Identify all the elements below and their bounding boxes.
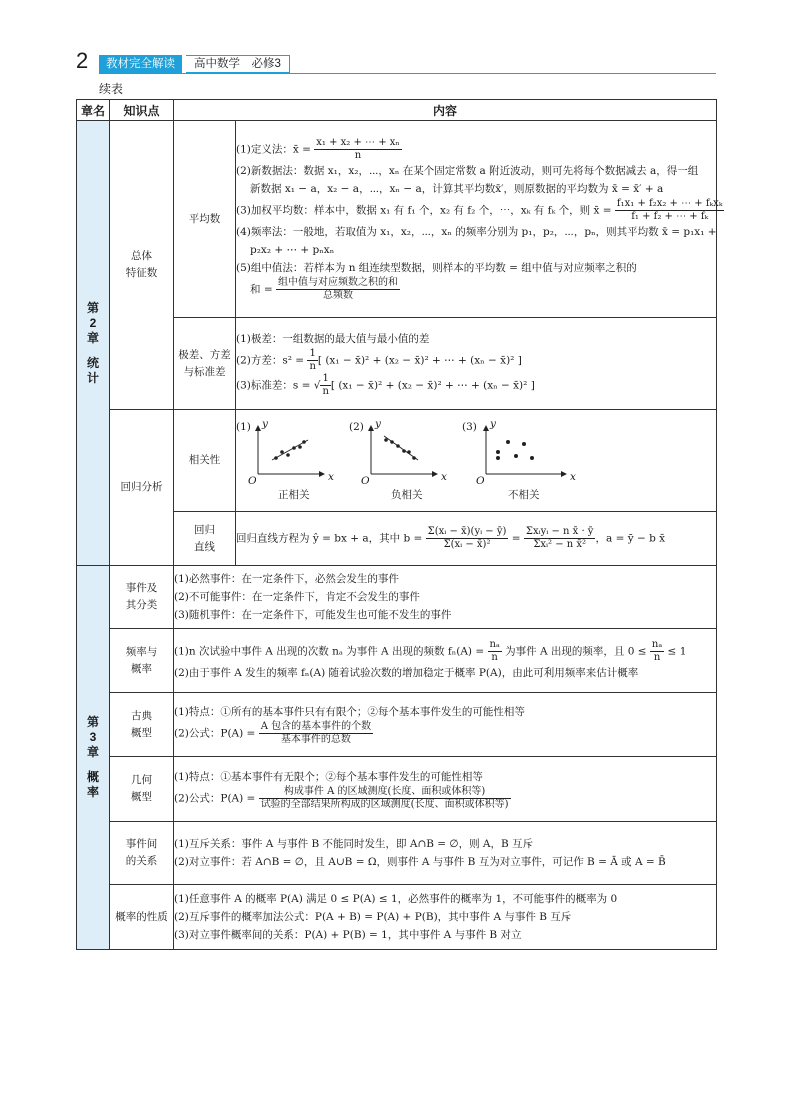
denominator: n — [354, 149, 362, 161]
continued-label: 续表 — [99, 82, 124, 96]
subject-label: 高中数学 必修3 — [186, 55, 290, 73]
kp-label: 概型 — [131, 791, 152, 803]
denominator: n — [491, 652, 498, 663]
content-spread — [236, 318, 717, 410]
denominator: n — [322, 385, 329, 397]
text: (2)对立事件：若 A∩B = ∅，且 A∪B = Ω，则事件 A 与事件 B 互为对立事件，可记作 B = Ā 或 A = B̄ — [174, 856, 666, 868]
kp-relations — [110, 822, 174, 885]
axis-y-label: y — [490, 417, 496, 430]
text: ，a = ȳ − b x̄ — [595, 532, 666, 545]
kp-label: 频率与 — [125, 645, 158, 658]
text: (5)组中值法：若样本为 n 组连续型数据，则样本的平均数 = 组中值与对应频率之积的 — [236, 261, 637, 274]
origin-label: O — [248, 474, 257, 487]
numerator: Σxᵢyᵢ − n x̄ · ȳ — [525, 526, 594, 537]
text: (1)n 次试验中事件 A 出现的次数 nₐ 为事件 A 出现的频数 fₙ(A) = — [174, 645, 488, 658]
scatter-plots — [236, 418, 716, 504]
axis-x-label: x — [328, 470, 334, 483]
kp-classical — [110, 693, 174, 757]
kp-label: 特征数 — [125, 267, 158, 279]
denominator: 基本事件的总数 — [280, 734, 351, 745]
col-knowledge: 知识点 — [110, 100, 174, 121]
denominator: Σ(xᵢ − x̄)² — [443, 539, 491, 550]
header-rule — [99, 73, 716, 74]
text: (2)方差：s² = — [236, 354, 308, 366]
text: (2)公式：P(A) = — [174, 792, 259, 804]
fraction — [320, 373, 330, 398]
fraction — [615, 198, 725, 223]
fraction — [524, 526, 596, 551]
denominator: n — [653, 652, 661, 663]
fraction — [426, 526, 509, 551]
kp-label: 其分类 — [125, 599, 158, 611]
summary-table — [76, 99, 723, 950]
numerator: f₁x₁ + f₂x₂ + ⋯ + fₖxₖ — [616, 197, 723, 209]
chapter-char: 章 — [86, 330, 99, 345]
text: (1)特点：①所有的基本事件只有有限个；②每个基本事件发生的可能性相等 — [174, 706, 525, 718]
chapter-char: 概 — [86, 770, 99, 784]
text: 回归直线方程为 ŷ = bx + a，其中 b = — [236, 532, 426, 545]
text: x̄ = — [292, 143, 315, 155]
plot-3-tag: (3) — [462, 420, 477, 433]
text: (2)不可能事件：在一定条件下，肯定不会发生的事件 — [174, 591, 420, 603]
text: (2)新数据法：数据 x₁，x₂，⋯，xₙ 在某个固定常数 a 附近波动，则可先将每个数据减去 a，得一组 — [236, 164, 699, 177]
kp-label: 事件间 — [125, 838, 158, 850]
kp-label: 概率 — [131, 662, 152, 675]
text: [ (x₁ − x̄)² + (x₂ − x̄)² + ⋯ + (xₙ − x̄)² ] — [317, 354, 522, 366]
kp-label: 的关系 — [125, 855, 158, 867]
text: (2)公式：P(A) = — [174, 727, 259, 740]
content-frequency — [174, 629, 717, 693]
numerator: 组中值与对应频数之积的和 — [277, 276, 398, 288]
table-header-row — [77, 100, 717, 121]
sub-label: 回归 — [194, 523, 215, 536]
denominator: 总频数 — [322, 289, 353, 301]
text: (1)任意事件 A 的概率 P(A) 满足 0 ≤ P(A) ≤ 1，必然事件的概率为 1，不可能事件的概率为 0 — [174, 893, 618, 905]
text: p₂x₂ + ⋯ + pₙxₙ — [250, 243, 335, 256]
text: 新数据 x₁ − a，x₂ − a，⋯，xₙ − a，计算其平均数x̄′，则原数据的平均数为 x̄ = x̄′ + a — [250, 182, 664, 195]
negative-correlation-plot — [371, 426, 437, 474]
sub-mean: 平均数 — [174, 121, 236, 318]
numerator: Σ(xᵢ − x̄)(yᵢ − ȳ) — [427, 526, 507, 537]
axis-y-label: y — [262, 417, 268, 430]
denominator: f₁ + f₂ + ⋯ + fₖ — [631, 210, 709, 222]
numerator: nₐ — [651, 639, 663, 650]
text: (1)必然事件：在一定条件下，必然会发生的事件 — [174, 573, 399, 585]
no-correlation-label: 不相关 — [508, 488, 540, 501]
kp-events — [110, 566, 174, 629]
chapter-char: 章 — [86, 745, 99, 759]
chapter-char: 3 — [89, 730, 97, 744]
content-regression-line — [236, 512, 717, 566]
content-properties — [174, 885, 717, 950]
table-row — [77, 693, 717, 757]
text: (2)互斥事件的概率加法公式：P(A + B) = P(A) + P(B)，其中事件 A 与事件 B 互斥 — [174, 911, 572, 923]
kp-overall-features — [110, 121, 174, 410]
page-number: 2 — [76, 48, 89, 73]
chapter-char: 率 — [86, 785, 99, 799]
table-row — [77, 757, 717, 822]
plot-2-tag: (2) — [349, 420, 364, 433]
table-row — [77, 410, 717, 512]
fraction — [314, 137, 401, 162]
chapter-char: 第 — [86, 300, 99, 315]
text: (1)极差：一组数据的最大值与最小值的差 — [236, 332, 430, 345]
origin-label: O — [476, 474, 485, 487]
fraction — [307, 348, 317, 373]
denominator: n — [309, 360, 316, 372]
text: (3)对立事件概率间的关系：P(A) + P(B) = 1，其中事件 A 与事件 B 对立 — [174, 929, 522, 941]
chapter-char: 第 — [86, 715, 99, 729]
text: 和 = — [250, 283, 276, 295]
numerator: A 包含的基本事件的个数 — [260, 721, 372, 732]
axis-x-label: x — [441, 470, 447, 483]
col-chapter: 章名 — [77, 100, 110, 121]
content-mean — [236, 121, 723, 318]
kp-regression: 回归分析 — [110, 410, 174, 566]
text: ≤ 1 — [664, 645, 687, 658]
axis-x-label: x — [570, 470, 576, 483]
sub-label: 与标准差 — [183, 365, 226, 378]
sub-label: 直线 — [194, 540, 215, 553]
sub-correlation: 相关性 — [174, 410, 236, 512]
col-content: 内容 — [174, 100, 717, 121]
positive-correlation-plot — [258, 426, 324, 474]
fraction — [650, 639, 664, 664]
text: (3)加权平均数：样本中，数据 x₁ 有 f₁ 个，x₂ 有 f₂ 个，⋯，xₖ 有 fₖ 个，则 x̄ = — [236, 204, 615, 216]
text: (4)频率法：一般地，若取值为 x₁，x₂，⋯，xₙ 的频率分别为 p₁，p₂，⋯，pₙ，则其平均数 x̄ = p₁x₁ + — [236, 225, 717, 238]
table-row — [77, 121, 717, 318]
fraction — [259, 721, 373, 746]
text: (3)随机事件：在一定条件下，可能发生也可能不发生的事件 — [174, 609, 452, 621]
kp-label: 事件及 — [125, 582, 158, 594]
table-row — [77, 822, 717, 885]
content-classical — [174, 693, 717, 757]
kp-geometric — [110, 757, 174, 822]
text: [ (x₁ − x̄)² + (x₂ − x̄)² + ⋯ + (xₙ − x̄)² ] — [330, 379, 535, 391]
fraction — [259, 786, 511, 811]
numerator: 构成事件 A 的区域测度(长度、面积或体积等) — [259, 786, 511, 799]
chapter-char: 2 — [89, 315, 97, 330]
table-row — [77, 629, 717, 693]
chapter-char: 统 — [86, 355, 99, 370]
content-geometric — [174, 757, 717, 822]
kp-label: 总体 — [131, 250, 152, 262]
sub-regression-line — [174, 512, 236, 566]
table-row — [77, 566, 717, 629]
sub-label: 极差、方差 — [178, 348, 231, 361]
chapter-char: 计 — [86, 370, 99, 385]
positive-correlation-label: 正相关 — [278, 488, 310, 501]
plot-1-tag: (1) — [236, 420, 251, 433]
text: (3)标准差：s = √ — [236, 379, 321, 391]
kp-frequency — [110, 629, 174, 693]
content-relations — [174, 822, 717, 885]
text: (2)由于事件 A 发生的频率 fₙ(A) 随着试验次数的增加稳定于概率 P(A)，由此可利用频率来估计概率 — [174, 667, 639, 679]
text: (1)特点：①基本事件有无限个；②每个基本事件发生的可能性相等 — [174, 770, 483, 783]
fraction — [488, 639, 502, 664]
text: = — [508, 532, 524, 545]
text: 为事件 A 出现的频率，且 0 ≤ — [501, 645, 650, 658]
kp-label: 几何 — [131, 774, 152, 786]
text: (1)定义法： — [236, 143, 293, 155]
axis-y-label: y — [375, 417, 381, 430]
numerator: 1 — [320, 373, 330, 386]
kp-label: 古典 — [131, 709, 152, 722]
denominator: 试验的全部结果所构成的区域测度(长度、面积或体积等) — [260, 798, 509, 810]
numerator: x₁ + x₂ + ⋯ + xₙ — [316, 136, 400, 148]
kp-label: 概型 — [131, 726, 152, 739]
content-correlation — [236, 410, 717, 512]
origin-label: O — [361, 474, 370, 487]
text: (1)互斥关系：事件 A 与事件 B 不能同时发生，即 A∩B = ∅，则 A，B 互斥 — [174, 838, 534, 850]
numerator: 1 — [307, 348, 317, 361]
content-events — [174, 566, 717, 629]
chapter-2-name — [77, 121, 110, 566]
kp-properties: 概率的性质 — [110, 885, 174, 950]
table-row — [77, 885, 717, 950]
no-correlation-plot — [486, 426, 566, 474]
book-title-tag: 教材完全解读 — [99, 55, 182, 73]
numerator: nₐ — [489, 639, 500, 650]
denominator: Σxᵢ² − n x̄² — [533, 539, 587, 550]
chapter-3-name — [77, 566, 110, 950]
fraction — [276, 277, 400, 302]
negative-correlation-label: 负相关 — [391, 488, 423, 501]
sub-spread — [174, 318, 236, 410]
